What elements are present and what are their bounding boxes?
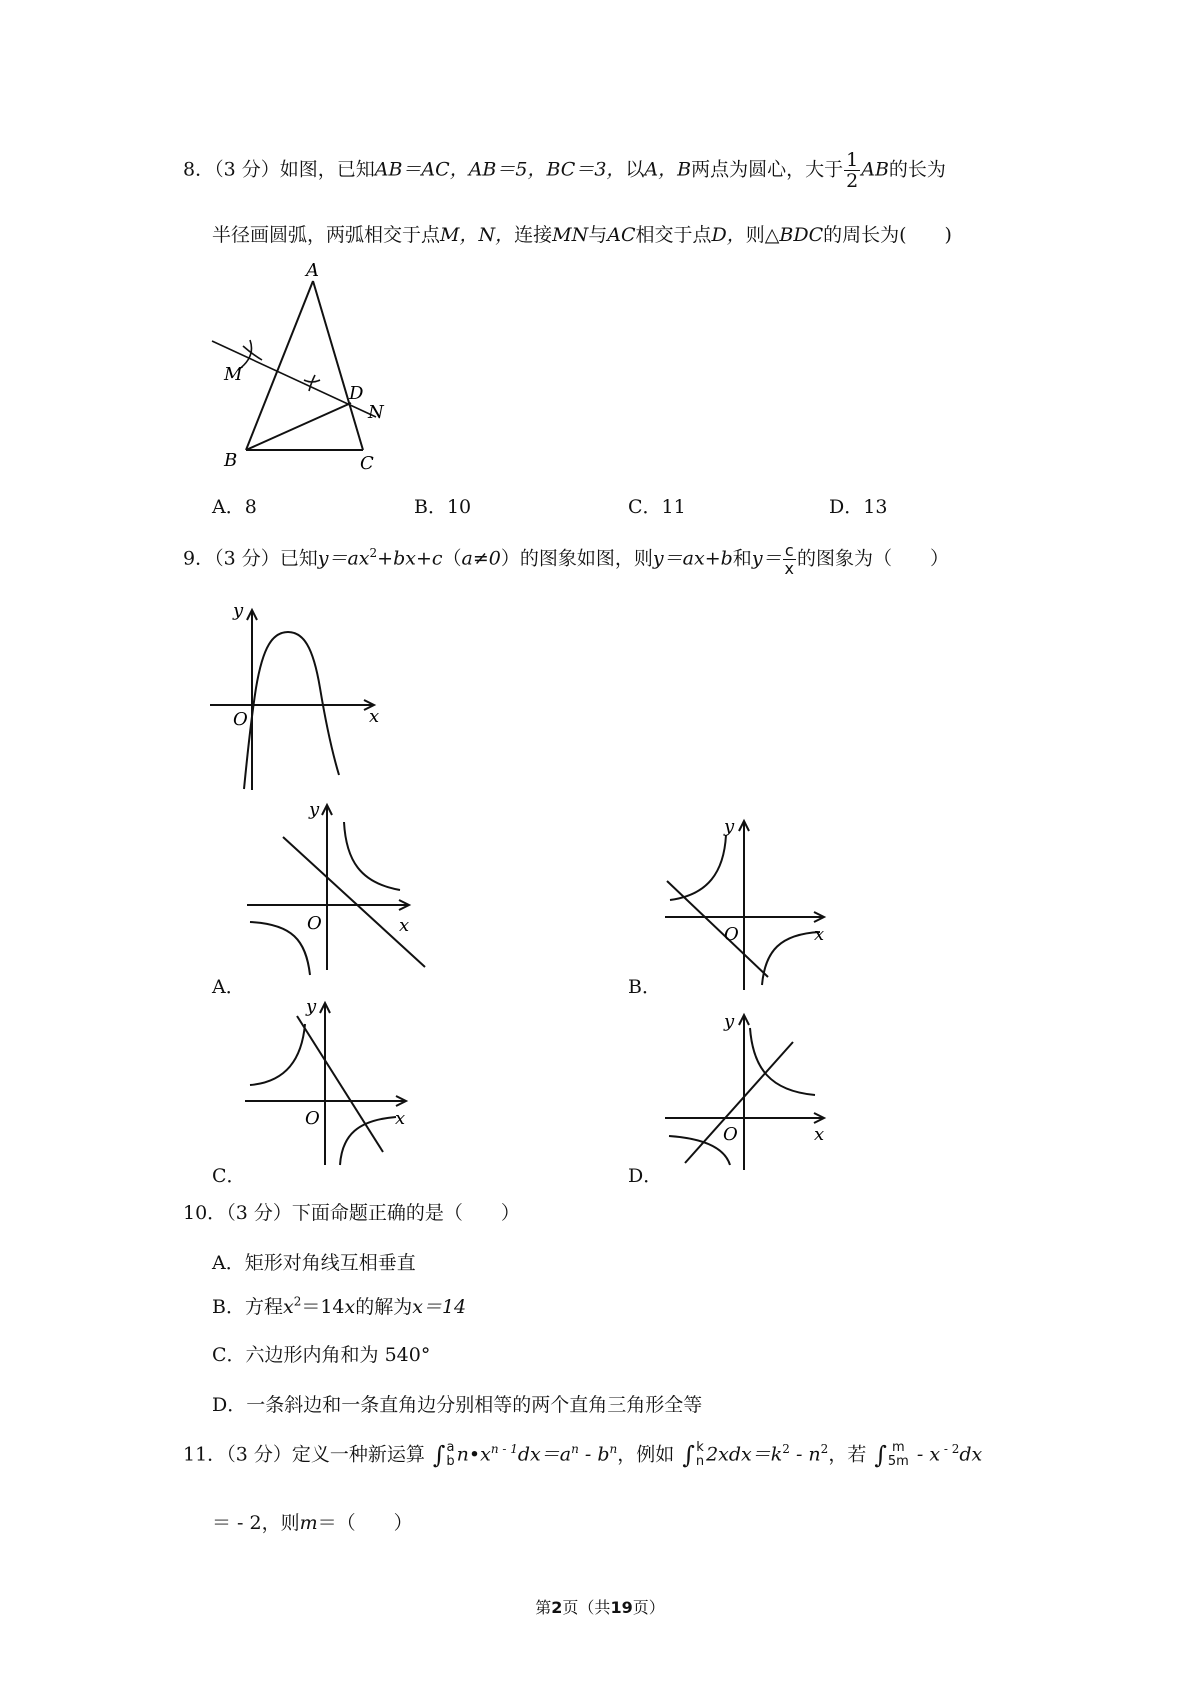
- q8-text: 以: [625, 158, 645, 181]
- q8-points: M，N，: [440, 224, 515, 246]
- upper-limit: k: [696, 1440, 704, 1456]
- origin-label: O: [723, 1124, 738, 1145]
- q11-text: ，例如: [617, 1443, 675, 1466]
- hyperbola-branch-2: [669, 1136, 730, 1165]
- x-label: x: [369, 706, 380, 727]
- q10-number: 10．: [183, 1202, 227, 1224]
- y-label: y: [233, 600, 244, 621]
- q9-number: 9．: [183, 547, 215, 570]
- origin-label: O: [233, 709, 248, 730]
- variable: x: [282, 1296, 294, 1318]
- q10-text: 下面命题正确的是（ ）: [291, 1202, 520, 1224]
- q9-linear: y＝ax+b: [652, 547, 733, 570]
- integral-result: - n: [789, 1443, 821, 1466]
- q10-line-1: [183, 1200, 520, 1226]
- label-d: D: [349, 383, 364, 404]
- origin-label: O: [307, 913, 322, 934]
- q8-points: A，B: [644, 158, 692, 181]
- exponent: 2: [820, 1442, 829, 1456]
- integral-result: dx＝a: [517, 1443, 572, 1466]
- differential: dx: [959, 1443, 983, 1466]
- fraction-denominator: x: [784, 558, 795, 578]
- q9-text: 和: [732, 547, 752, 570]
- y-label: y: [724, 1011, 735, 1032]
- q11-number: 11．: [183, 1443, 227, 1466]
- q9-option-d[interactable]: D．: [628, 1165, 663, 1187]
- exponent: n - 1: [490, 1442, 518, 1456]
- q8-given-equalities: AB＝AC，AB＝5，BC＝3，: [374, 158, 626, 181]
- label-n: N: [368, 402, 384, 423]
- q9-quadratic-tail: +bx+c: [377, 547, 443, 570]
- hyperbola-branch-1: [750, 1028, 815, 1095]
- lower-limit: 5m: [887, 1454, 909, 1470]
- option-text: ＝14: [301, 1296, 345, 1318]
- q8-score: （3 分）: [214, 158, 280, 181]
- q8-option-d[interactable]: D．13: [829, 496, 888, 518]
- q8-text: 的长为: [888, 158, 946, 181]
- q8-text: 与: [588, 224, 608, 246]
- label-m: M: [224, 364, 243, 385]
- footer-text: 页）: [632, 1598, 665, 1617]
- integral-result: - b: [578, 1443, 610, 1466]
- total-pages: 19: [610, 1598, 633, 1617]
- q8-text: 则△: [745, 224, 780, 246]
- fraction-numerator: c: [783, 542, 796, 560]
- footer-text: 页（共: [562, 1598, 611, 1617]
- integrand: - x: [910, 1443, 941, 1466]
- exponent: - 2: [940, 1442, 960, 1456]
- q11-text: 定义一种新运算: [291, 1443, 425, 1466]
- label-b: B: [224, 450, 238, 471]
- q8-triangle-name: BDC: [779, 224, 824, 246]
- page-footer: [0, 1595, 1200, 1618]
- q8-text: 的周长为( ): [823, 224, 952, 246]
- q8-text: 如图，已知: [279, 158, 375, 181]
- integral-limits: [696, 1441, 704, 1469]
- q8-segment: AC: [607, 224, 636, 246]
- q10-option-d[interactable]: D．一条斜边和一条直角边分别相等的两个直角三角形全等: [212, 1394, 703, 1416]
- origin-label: O: [724, 924, 739, 945]
- q8-text: 相交于点: [635, 224, 712, 246]
- integral-example: [682, 1441, 704, 1469]
- q9-score: （3 分）: [214, 547, 280, 570]
- q9-reciprocal: y＝: [751, 547, 782, 570]
- q10-option-b[interactable]: [212, 1292, 466, 1319]
- q8-points: D，: [711, 224, 746, 246]
- lower-limit: b: [446, 1454, 455, 1470]
- x-label: x: [395, 1108, 406, 1129]
- label-a: A: [306, 260, 319, 281]
- q10-score: （3 分）: [226, 1202, 292, 1224]
- q8-segment: MN: [552, 224, 589, 246]
- integrand: n•x: [456, 1443, 491, 1466]
- footer-text: 第: [535, 1598, 552, 1617]
- variable: x: [344, 1296, 356, 1318]
- fraction-numerator: 1: [846, 149, 859, 171]
- x-label: x: [399, 915, 410, 936]
- q9-text: 已知: [279, 547, 318, 570]
- q11-text: ＝（ ）: [317, 1512, 413, 1534]
- integral-sign-icon: ∫: [874, 1441, 887, 1470]
- q9-option-a[interactable]: A．: [212, 976, 245, 998]
- y-label: y: [309, 799, 320, 820]
- upper-limit: a: [446, 1440, 455, 1456]
- integral-limits: [446, 1441, 454, 1469]
- paren: （: [442, 547, 462, 570]
- q11-line-2: [212, 1510, 413, 1536]
- label-c: C: [360, 453, 374, 474]
- q9-quadratic: y＝ax: [317, 547, 370, 570]
- x-label: x: [814, 924, 825, 945]
- integral-condition: [874, 1441, 908, 1469]
- q8-text: 连接: [514, 224, 553, 246]
- q9-condition: a≠0: [461, 547, 501, 570]
- q8-option-a[interactable]: A．8: [212, 496, 257, 518]
- lower-limit: n: [695, 1454, 705, 1470]
- exponent: 2: [369, 546, 378, 560]
- exponent: n: [609, 1442, 618, 1456]
- upper-limit: m: [892, 1440, 905, 1456]
- q9-text: 的图象为（ ）: [797, 547, 950, 570]
- exponent: 2: [782, 1442, 790, 1456]
- q10-option-a[interactable]: A．矩形对角线互相垂直: [212, 1252, 416, 1274]
- x-label: x: [814, 1124, 825, 1145]
- q8-number: 8．: [183, 158, 215, 181]
- option-text: B．方程: [212, 1296, 283, 1318]
- q9-option-b[interactable]: B．: [628, 976, 661, 998]
- paren: ）: [500, 547, 520, 570]
- q8-option-b[interactable]: B．10: [414, 496, 472, 518]
- integral-limits: [888, 1441, 909, 1469]
- q11-score: （3 分）: [226, 1443, 292, 1466]
- q8-segment: AB: [861, 158, 889, 181]
- fraction-denominator: 2: [846, 170, 859, 192]
- integral-sign-icon: ∫: [432, 1441, 446, 1470]
- exponent: n: [571, 1442, 579, 1456]
- y-label: y: [306, 996, 317, 1017]
- origin-label: O: [305, 1108, 320, 1129]
- solution: x＝14: [412, 1296, 467, 1318]
- page-number: 2: [551, 1598, 563, 1617]
- integral-definition: [433, 1441, 455, 1469]
- exponent: 2: [293, 1294, 302, 1309]
- q11-text: ，若: [828, 1443, 867, 1466]
- variable: m: [299, 1512, 318, 1534]
- y-label: y: [724, 816, 735, 837]
- q8-text: 半径画圆弧，两弧相交于点: [212, 224, 441, 246]
- option-text: 的解为: [355, 1296, 413, 1318]
- q8-text: 两点为圆心，大于: [691, 158, 844, 181]
- integrand: 2xdx＝k: [706, 1443, 783, 1466]
- q9-option-c[interactable]: C．: [212, 1165, 246, 1187]
- q10-option-c[interactable]: C．六边形内角和为 540°: [212, 1344, 431, 1366]
- q9-text: 的图象如图，则: [519, 547, 653, 570]
- q11-text: ＝ - 2，则: [212, 1512, 300, 1534]
- q11-line-1: [183, 1436, 982, 1469]
- line-graph: [685, 1042, 793, 1163]
- q8-option-c[interactable]: C．11: [628, 496, 686, 518]
- integral-sign-icon: ∫: [682, 1441, 695, 1470]
